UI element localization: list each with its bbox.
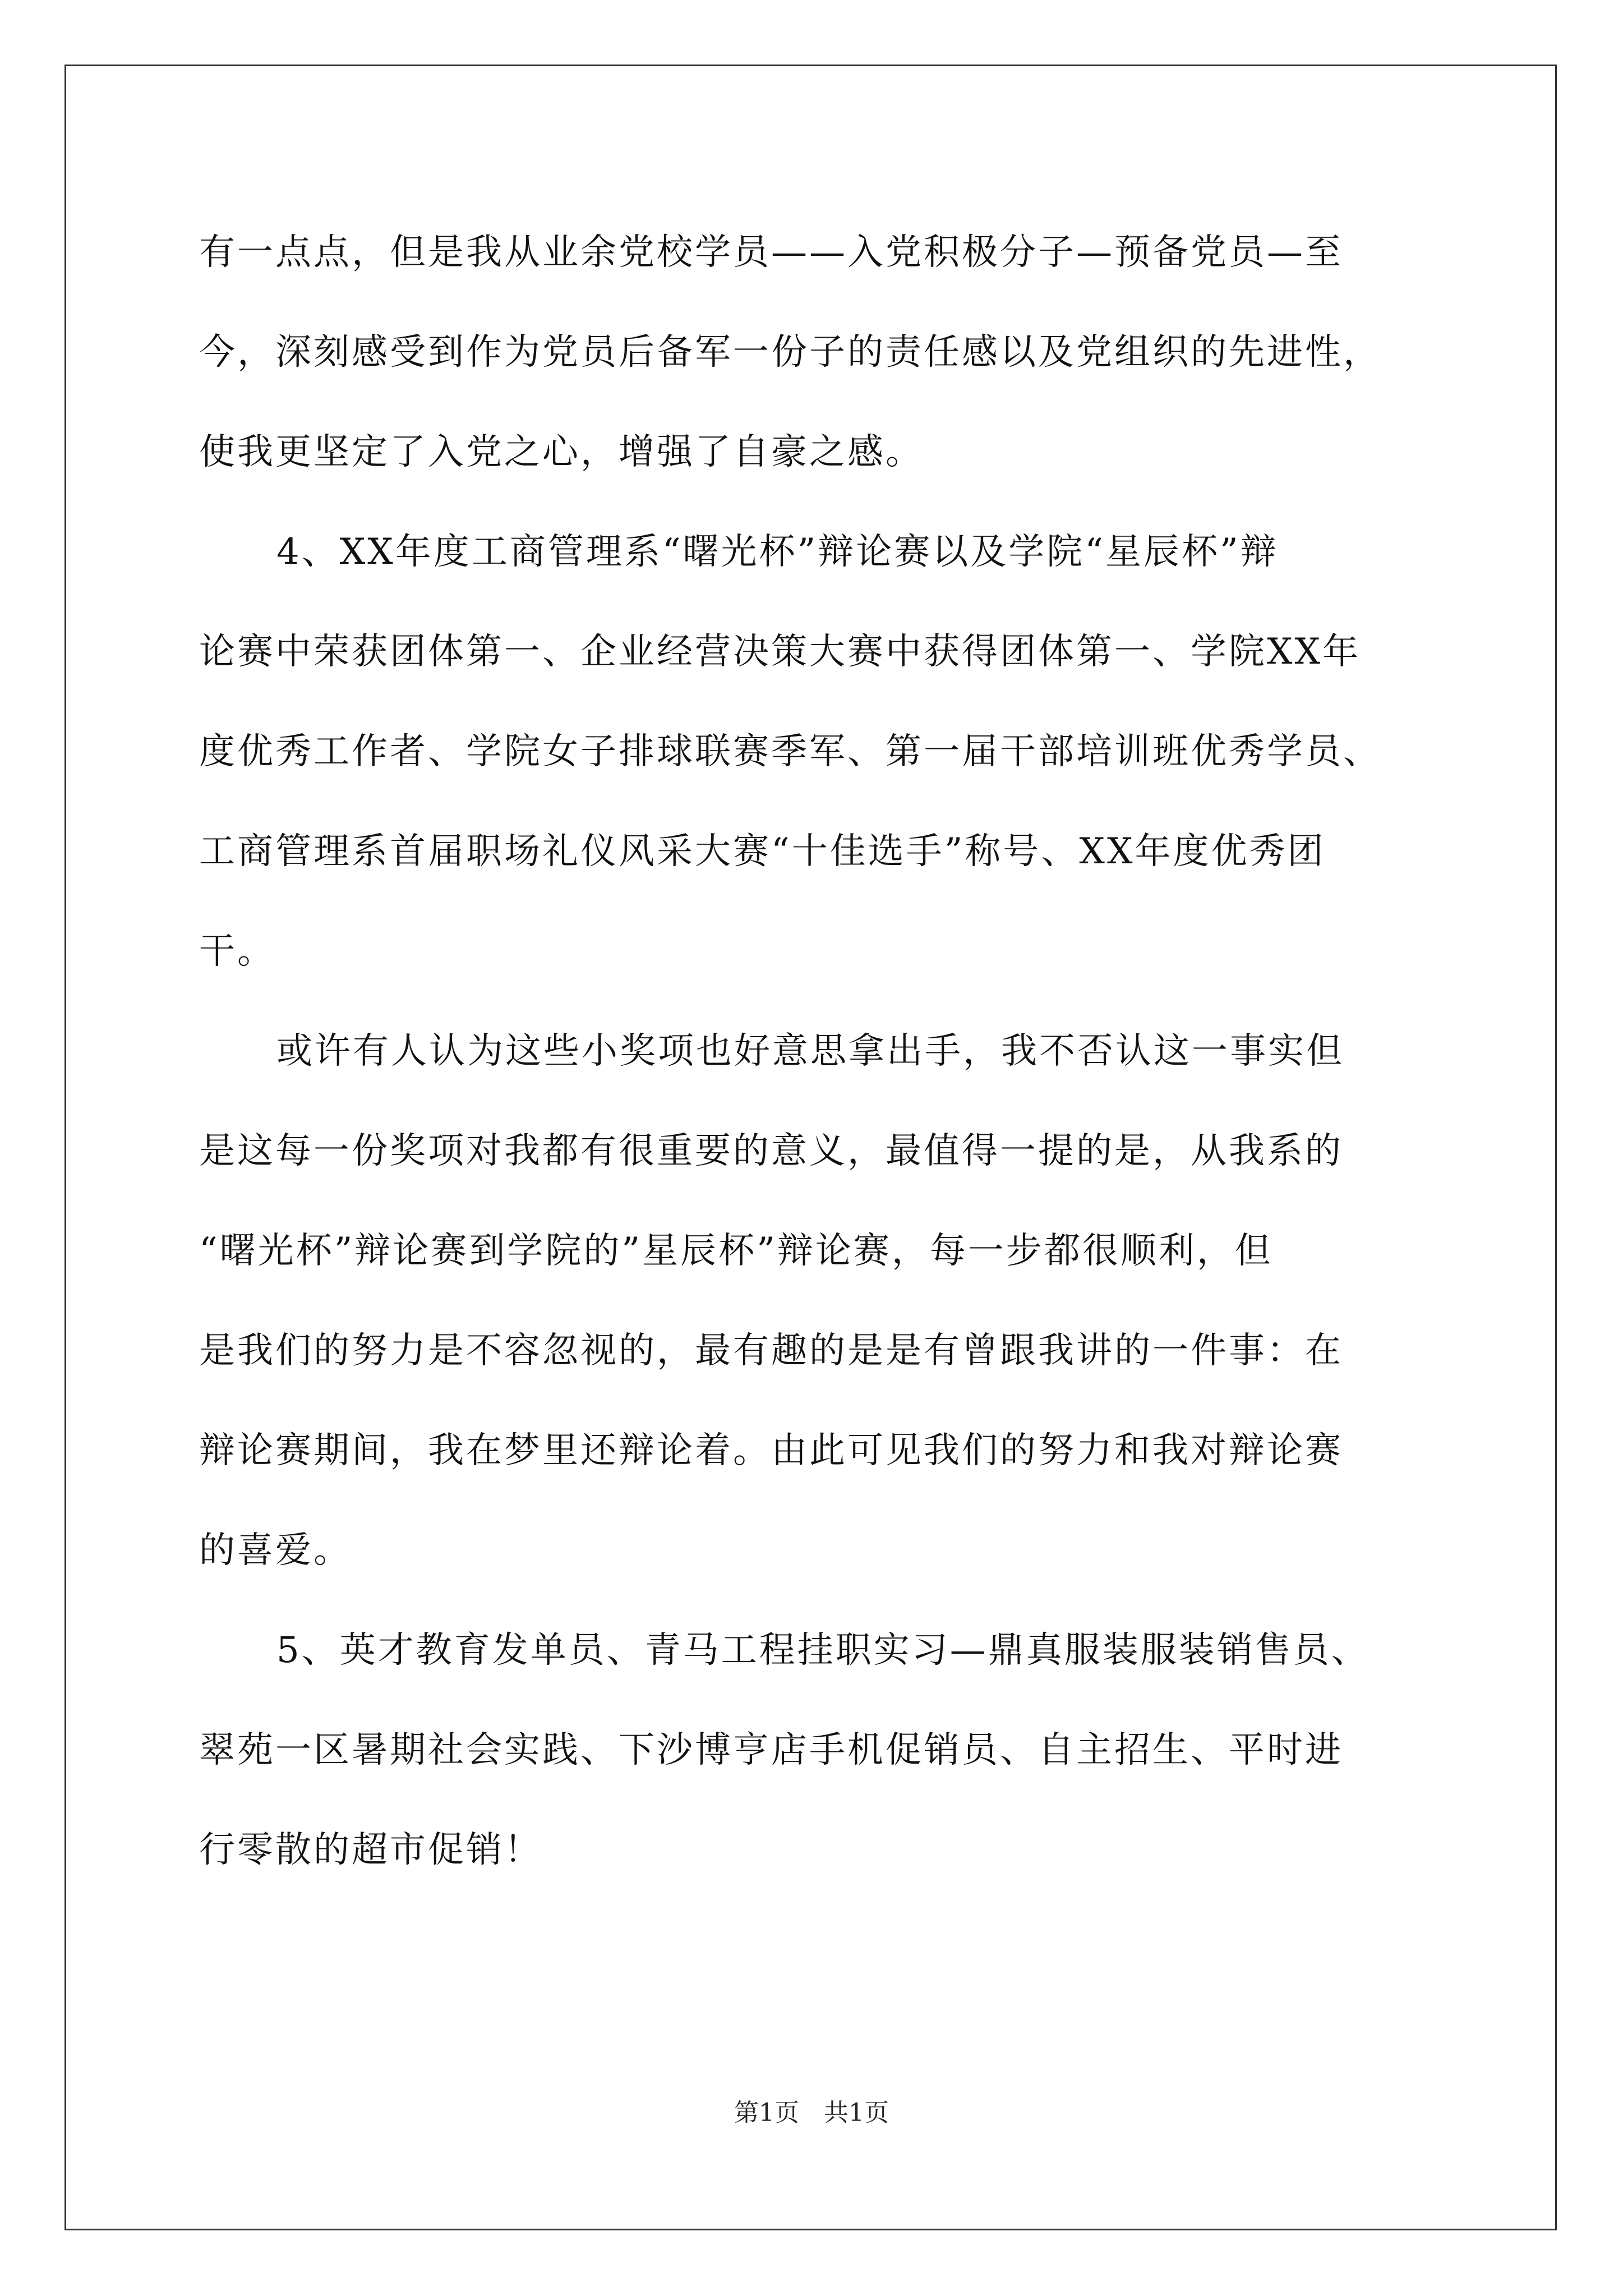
text-line: 使我更坚定了入党之心，增强了自豪之感。: [199, 431, 924, 473]
text-line: 有一点点，但是我从业余党校学员——入党积极分子—预备党员—至: [199, 232, 1343, 273]
text-line: 行零散的超市促销！: [199, 1829, 542, 1871]
text-line: 干。: [199, 931, 275, 972]
paragraph-start-line: 4、XX年度工商管理系“曙光杯”辩论赛以及学院“星辰杯”辩: [276, 531, 1279, 573]
text-line: 工商管理系首届职场礼仪风采大赛“十佳选手”称号、XX年度优秀团: [199, 831, 1326, 872]
text-line: “曙光杯”辩论赛到学院的”星辰杯”辩论赛，每一步都很顺利，但: [199, 1230, 1273, 1272]
paragraph-start-line: 或许有人认为这些小奖项也好意思拿出手，我不否认这一事实但: [276, 1030, 1344, 1072]
text-line: 今，深刻感受到作为党员后备军一份子的责任感以及党组织的先进性，: [199, 332, 1381, 373]
text-line: 辩论赛期间，我在梦里还辩论着。由此可见我们的努力和我对辩论赛: [199, 1430, 1343, 1471]
page-number: 第1页 共1页: [734, 2099, 889, 2127]
text-line: 的喜爱。: [199, 1530, 352, 1571]
text-line: 是我们的努力是不容忽视的，最有趣的是是有曾跟我讲的一件事：在: [199, 1330, 1343, 1372]
text-line: 论赛中荣获团体第一、企业经营决策大赛中获得团体第一、学院XX年: [199, 631, 1361, 673]
paragraph-start-line: 5、英才教育发单员、青马工程挂职实习—鼎真服装服装销售员、: [276, 1630, 1370, 1671]
text-line: 是这每一份奖项对我都有很重要的意义，最值得一提的是，从我系的: [199, 1130, 1343, 1172]
text-line: 翠苑一区暑期社会实践、下沙博亨店手机促销员、自主招生、平时进: [199, 1729, 1343, 1771]
document-body: [199, 222, 1430, 1919]
text-line: 度优秀工作者、学院女子排球联赛季军、第一届干部培训班优秀学员、: [199, 731, 1381, 772]
